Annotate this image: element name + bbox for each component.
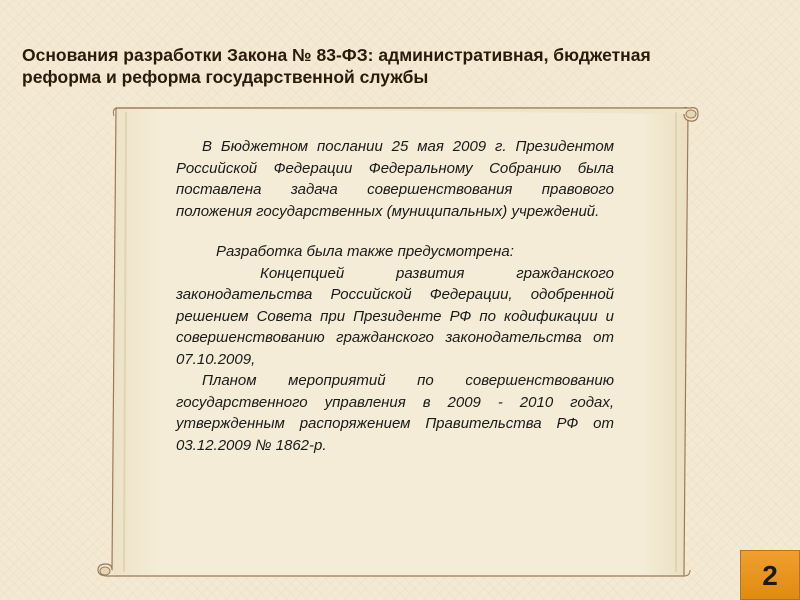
paragraph-also-provided: Разработка была также предусмотрена:	[216, 243, 514, 260]
page-number-badge: 2	[740, 550, 800, 600]
title-line-1: Основания разработки Закона № 83-ФЗ: административная, бюджетная	[22, 45, 651, 65]
paragraph-concept: Концепцией развития гражданского законодательства Российской Федерации, одобренной решением Совета при Президенте РФ по кодификации и совершенствованию гражданского законодательства от 07.10.2009,	[176, 264, 614, 368]
paragraph-budget-message: В Бюджетном послании 25 мая 2009 г. Президентом Российской Федерации Федеральному Собранию была поставлена задача совершенствования правового положения государственных (муниципальных) учреждений.	[176, 138, 614, 220]
scroll-body-text	[176, 136, 614, 456]
title-line-2: реформа и реформа государственной службы	[22, 67, 429, 87]
paragraph-action-plan: Планом мероприятий по совершенствованию государственного управления в 2009 - 2010 годах, утвержденным распоряжением Правительства РФ от 03.12.2009 № 1862-р.	[176, 372, 614, 454]
